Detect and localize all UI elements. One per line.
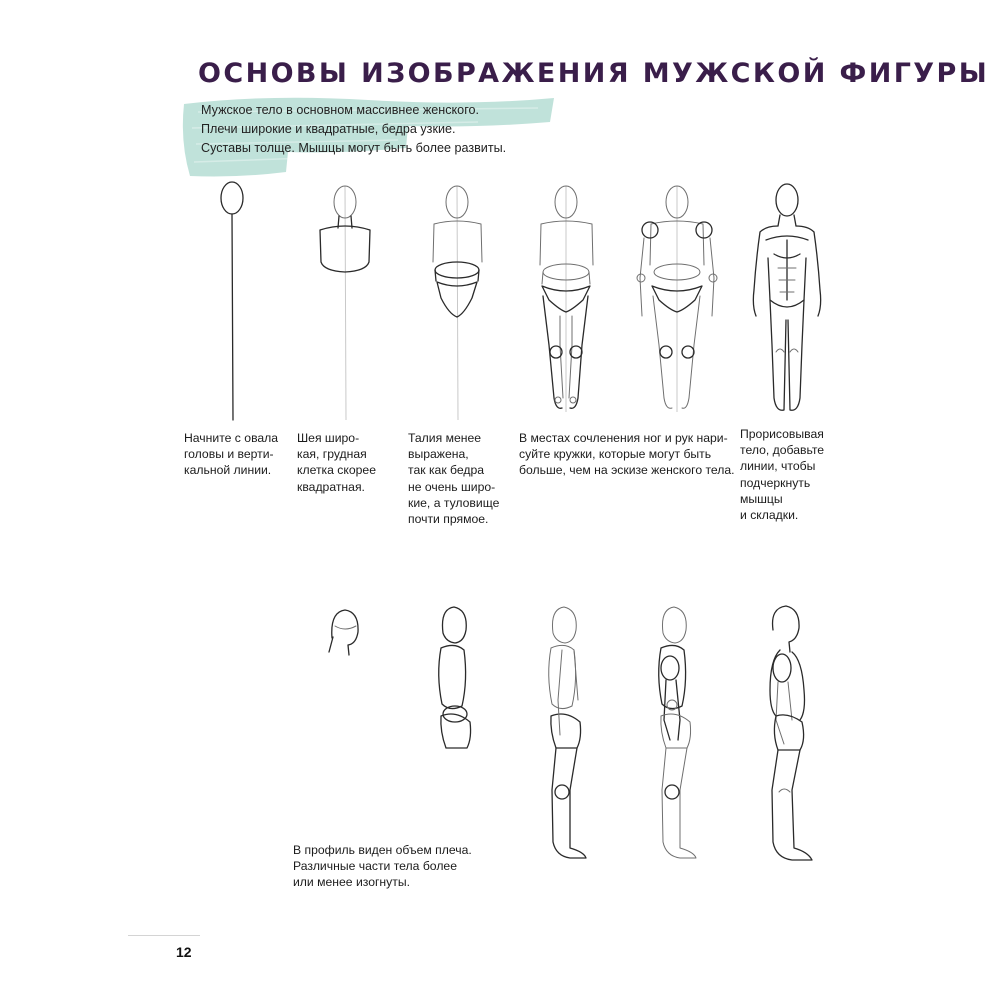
- caption-line: и складки.: [740, 508, 799, 523]
- caption-line: В местах сочленения ног и рук нари-: [519, 431, 728, 445]
- profile-caption: [293, 842, 472, 891]
- caption-line: больше, чем на эскизе женского тела.: [519, 463, 735, 478]
- profile-figure-step-5: [770, 606, 812, 860]
- caption-line: Прорисовывая: [740, 427, 824, 441]
- profile-figure-step-4: [659, 607, 696, 858]
- caption-line: линии, чтобы: [740, 459, 816, 474]
- profile-figure-step-1: [329, 610, 358, 655]
- front-figure-step-2: [320, 186, 370, 420]
- front-figure-step-4: [540, 186, 593, 412]
- caption-step-6: [740, 426, 824, 523]
- caption-line: суйте кружки, которые могут быть: [519, 447, 712, 462]
- caption-step-3: [408, 430, 499, 527]
- caption-line: квадратная.: [297, 479, 365, 494]
- intro-line: Плечи широкие и квадратные, бедра узкие.: [201, 122, 456, 136]
- front-figure-step-6: [753, 184, 820, 410]
- front-figure-step-1: [221, 182, 243, 420]
- profile-figure-step-3: [549, 607, 586, 858]
- caption-line: клетка скорее: [297, 463, 376, 478]
- caption-line: головы и верти-: [184, 447, 274, 462]
- caption-line: Различные части тела более: [293, 859, 457, 874]
- front-figure-step-3: [433, 186, 482, 420]
- caption-line: тело, добавьте: [740, 443, 825, 458]
- caption-line: кая, грудная: [297, 447, 367, 462]
- caption-step-2: [297, 430, 376, 495]
- caption-line: почти прямое.: [408, 512, 489, 527]
- caption-line: подчеркнуть: [740, 475, 811, 490]
- caption-line: так как бедра: [408, 463, 485, 478]
- caption-line: не очень широ-: [408, 479, 496, 494]
- caption-line: Начните с овала: [184, 431, 279, 445]
- caption-line: Шея широ-: [297, 431, 360, 445]
- caption-line: кальной линии.: [184, 463, 272, 478]
- page-number: 12: [176, 944, 192, 960]
- page-title: ОСНОВЫ ИЗОБРАЖЕНИЯ МУЖСКОЙ ФИГУРЫ: [198, 58, 990, 89]
- caption-line: мышцы: [740, 491, 783, 506]
- intro-line: Мужское тело в основном массивнее женского.: [201, 103, 480, 117]
- profile-figure-step-2: [439, 607, 471, 748]
- page-number-rule: [128, 935, 200, 936]
- caption-line: В профиль виден объем плеча.: [293, 843, 472, 857]
- intro-line: Суставы толще. Мышцы могут быть более развиты.: [201, 141, 507, 155]
- caption-line: или менее изогнуты.: [293, 875, 410, 890]
- caption-line: Талия менее: [408, 431, 482, 445]
- caption-step-4-5: [519, 430, 735, 479]
- caption-step-1: [184, 430, 278, 479]
- front-figure-step-5: [637, 186, 717, 412]
- caption-line: кие, а туловище: [408, 495, 500, 510]
- caption-line: выражена,: [408, 447, 469, 462]
